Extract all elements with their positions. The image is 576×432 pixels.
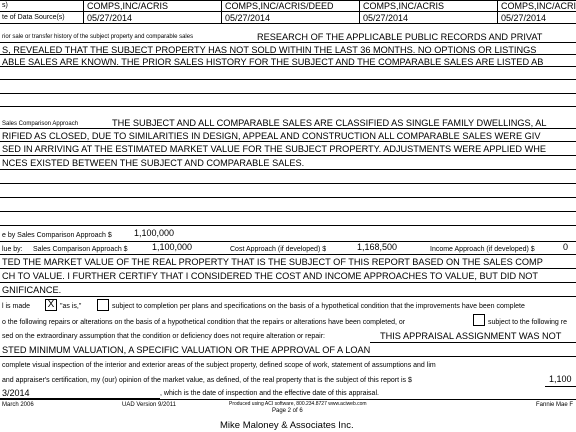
company-name: Mike Maloney & Associates Inc. — [220, 420, 354, 431]
prior-sale-text: RESEARCH OF THE APPLICABLE PUBLIC RECORDS AND PRIVAT — [257, 32, 543, 42]
reconciliation-text: CH TO VALUE. I FURTHER CERTIFY THAT I CONSIDERED THE COST AND INCOME APPROACHES TO VALUE, BUT DID NOT — [2, 271, 539, 281]
summary-text: NCES EXISTED BETWEEN THE SUBJECT AND COMPARABLE SALES. — [2, 158, 305, 168]
certification-text: complete visual inspection of the interior and exterior areas of the subject property, defined scope of work, statement of assumptions and lim — [2, 362, 436, 369]
indicated-value: 1,100,000 — [134, 228, 175, 238]
summary-text: RIFIED AS CLOSED, DUE TO SIMILARITIES IN DESIGN, APPEAL AND CONSTRUCTION ALL COMPARABLE SALES WERE GIV — [2, 131, 541, 141]
effective-date-label: te of Data Source(s) — [2, 14, 65, 21]
data-source-label: s) — [2, 2, 8, 9]
income-approach-label: Income Approach (if developed) $ — [430, 246, 535, 253]
repairs-text-continued: subject to the following re — [488, 319, 567, 326]
as-is-label: "as is," — [60, 303, 82, 310]
software-credit: Produced using ACI software, 800.234.8727 www.aciweb.com — [229, 401, 367, 407]
made-label: l is made — [2, 303, 31, 310]
completion-checkbox[interactable] — [97, 299, 109, 311]
certification-text: and appraiser's certification, my (our) opinion of the market value, as defined, of the real property that is the subject of this report is $ — [2, 377, 412, 384]
income-approach-value: 0 — [563, 242, 569, 252]
data-source-value: COMPS,INC/ACRI — [501, 1, 576, 11]
fannie-mae-form: Fannie Mae F — [536, 402, 574, 408]
assumption-value-continued: STED MINIMUM VALUATION, A SPECIFIC VALUATION OR THE APPROVAL OF A LOAN — [2, 345, 371, 355]
assumption-text: sed on the extraordinary assumption that the condition or deficiency does not require alteration or repair: — [2, 333, 325, 340]
form-date: March 2006 — [2, 402, 34, 408]
approaches-prefix: lue by: — [2, 246, 23, 253]
data-source-date: 05/27/2014 — [501, 13, 547, 23]
summary-text: SED IN ARRIVING AT THE ESTIMATED MARKET VALUE FOR THE SUBJECT PROPERTY. ADJUSTMENTS WERE APPLIED WHE — [2, 144, 547, 154]
data-source-date: 05/27/2014 — [225, 13, 271, 23]
as-is-checkbox[interactable]: X — [45, 299, 57, 311]
completion-text: subject to completion per plans and specifications on the basis of a hypothetical condition that the improvements have been complete — [112, 303, 525, 310]
sales-approach-label: Sales Comparison Approach $ — [33, 246, 128, 253]
prior-sale-label: rior sale or transfer history of the subject property and comparable sales — [2, 34, 194, 40]
indicated-value-label: e by Sales Comparison Approach $ — [2, 232, 112, 239]
assumption-value: THIS APPRAISAL ASSIGNMENT WAS NOT — [380, 331, 562, 341]
repairs-checkbox[interactable] — [473, 314, 485, 326]
summary-text: THE SUBJECT AND ALL COMPARABLE SALES ARE CLASSIFIED AS SINGLE FAMILY DWELLINGS, AL — [112, 118, 547, 128]
effective-date-text: , which is the date of inspection and the effective date of this appraisal. — [160, 390, 379, 397]
data-source-value: COMPS,INC/ACRIS — [363, 1, 445, 11]
sales-approach-value: 1,100,000 — [152, 242, 193, 252]
uad-version: UAD Version 9/2011 — [122, 402, 176, 408]
cost-approach-label: Cost Approach (if developed) $ — [230, 246, 327, 253]
data-source-value: COMPS,INC/ACRIS — [87, 1, 169, 11]
prior-sale-text: S, REVEALED THAT THE SUBJECT PROPERTY HAS NOT SOLD WITHIN THE LAST 36 MONTHS. NO OPTIONS OR LISTINGS — [2, 45, 537, 55]
market-value: 1,100 — [549, 374, 572, 384]
prior-sale-text: ABLE SALES ARE KNOWN. THE PRIOR SALES HISTORY FOR THE SUBJECT AND THE COMPARABLE SALES ARE LISTED AB — [2, 57, 544, 67]
reconciliation-text: TED THE MARKET VALUE OF THE REAL PROPERTY THAT IS THE SUBJECT OF THIS REPORT BASED ON THE SALES COMP — [2, 257, 543, 267]
page-number: Page 2 of 6 — [272, 408, 303, 414]
summary-label: Sales Comparison Approach — [2, 121, 79, 127]
data-source-date: 05/27/2014 — [363, 13, 409, 23]
repairs-text: o the following repairs or alterations on the basis of a hypothetical condition that the repairs or alterations have been completed, or — [2, 319, 406, 326]
cost-approach-value: 1,168,500 — [357, 242, 398, 252]
data-source-value: COMPS,INC/ACRIS/DEED — [225, 1, 334, 11]
data-source-date: 05/27/2014 — [87, 13, 133, 23]
reconciliation-text: GNIFICANCE. — [2, 285, 62, 295]
effective-date: 3/2014 — [2, 388, 30, 398]
